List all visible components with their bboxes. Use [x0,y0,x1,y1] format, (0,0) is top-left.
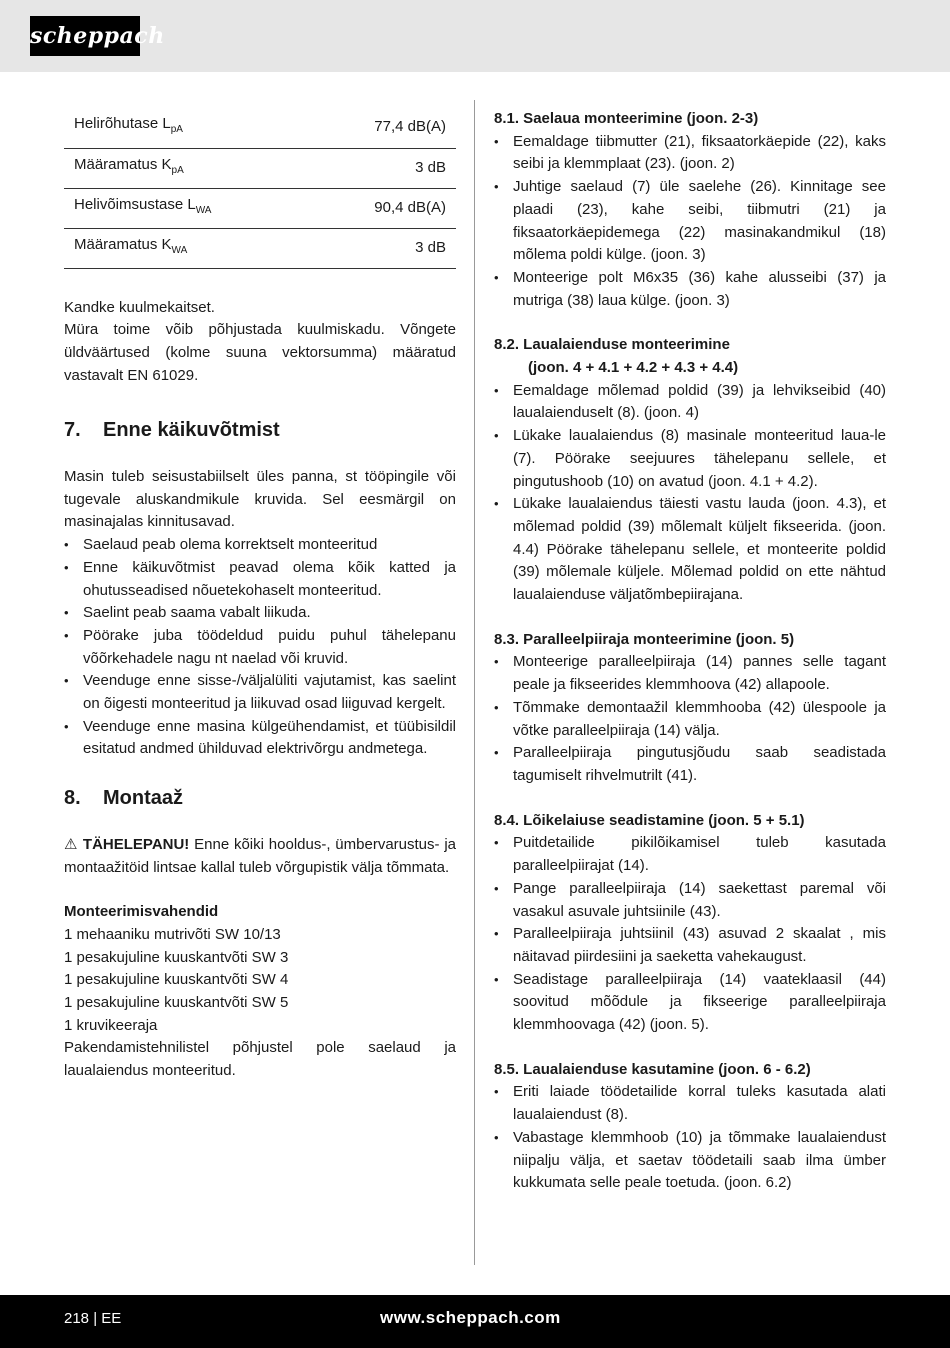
spec-sub: pA [170,124,183,136]
list-item: • Lükake laualaiendus täiesti vastu lauda (joon. 4.3), et mõlemad poldid (39) mõlemalt küljelt fikseerida. (joon. 4.4) Pöörake tähelepanu sellele, et monteeritе poldid (39) mõlemale küljele. Mõlemad poldid on ette nähtud laualaienduse väljatõmbepiirajana. [494,493,886,607]
list-item: • Tõmmake demontaažil klemmhooba (42) ülespoole ja võtke paralleelpiiraja (14) välja. [494,697,886,742]
tool-item: 1 kruvikeeraja [64,1016,158,1034]
section-number: 8. [64,787,81,810]
warning-label: TÄHELEPANU! [82,835,190,853]
list-item: • Veenduge enne sisse-/väljalüliti vajutamist, kas saelint on õigesti monteeritud ja liikuvad osad liiguvad kergelt. [64,670,456,715]
tool-item: 1 mehaaniku mutrivõti SW 10/13 [64,925,281,943]
list-item: • Puitdetailide pikilõikamisel tuleb kasutada paralleelpiirajat (14). [494,832,886,877]
spec-sub: WA [195,204,212,216]
section-title: Enne käikuvõtmist [103,419,280,442]
section-8-5-list [494,1081,886,1195]
list-item: • Lükake laualaiendus (8) masinale monteeritud laua-le (7). Pöörake seejuures tähelepanu sellele, et pingutushoob (10) on avatud (joon. 4.1 + 4.2). [494,425,886,493]
tools-heading: Monteerimisvahendid [64,903,219,921]
list-item: • Monteerige paralleelpiiraja (14) pannes selle tagant peale ja fikseerides klemmhoova (42) allapoole. [494,651,886,696]
section-8-3-list [494,651,886,787]
list-item: • Juhtige saelaud (7) üle saelehe (26). Kinnitage see plaadi (23), kahe seibi, tiibmutri (21) ja fiksaatorkäepidemega (22) masinakandmikul (18) mõlema poldi külge. (joon. 3) [494,176,886,267]
section-8-1-heading: 8.1. Saelaua monteerimine (joon. 2-3) [494,110,759,127]
list-item: • Saelaud peab olema korrektselt monteeritud [64,534,456,557]
table-row [64,228,456,268]
noise-specs-table [64,108,456,269]
section-7-paragraph: Masin tuleb seisustabiilselt üles panna, st tööpingile või tugevale aluskandmikule kruvida. Sel eesmärgil on masinajalas kinnitusavad. [64,468,456,531]
warning-paragraph [64,834,456,879]
spec-label: Helivõimsustase L [74,195,196,213]
list-item: • Seadistage paralleelpiiraja (14) vaateklaasil (44) soovitud mõõdule ja fikseerige paralleelpiiraja klemmhoovaga (42) (joon. 5). [494,969,886,1037]
section-7-heading [64,419,456,442]
spec-value: 90,4 dB(A) [312,188,456,228]
list-item: • Enne käikuvõtmist peavad olema kõik katted ja ohutusseadised nõuetekohaselt monteeritud. [64,557,456,602]
table-row [64,188,456,228]
spec-value: 3 dB [312,228,456,268]
table-row [64,108,456,148]
section-8-2-list [494,380,886,607]
list-item: • Monteerige polt M6x35 (36) kahe alusseibi (37) ja mutriga (38) laua külge. (joon. 3) [494,267,886,312]
spec-label: Määramatus K [74,235,172,253]
section-8-1-list [494,131,886,313]
section-8-3-heading: 8.3. Paralleelpiiraja monteerimine (joon. 5) [494,630,795,648]
spec-sub: pA [171,164,184,176]
spec-label: Helirõhutase L [74,115,171,133]
warning-text: Enne kõiki hooldus-, ümbervarustus- ja montaažitöid lintsae kallal tuleb võrgupistik välja tõmmata. [64,835,456,876]
table-row [64,148,456,188]
section-8-5-heading: 8.5. Laualaienduse kasutamine (joon. 6 - 6.2) [494,1060,811,1078]
website-link[interactable]: www.scheppach.com [380,1308,561,1327]
column-divider [474,100,475,1265]
list-item: • Pange paralleelpiiraja (14) saekettast paremal või vasakul asuvale juhtsiinile (43). [494,878,886,923]
list-item: • Eemaldage mõlemad poldid (39) ja lehvikseibid (40) laualaienduselt (8). (joon. 4) [494,380,886,425]
scheppach-logo: scheppach [30,16,140,56]
list-item: • Pöörake juba töödeldud puidu puhul tähelepanu võõrkehadele nagu nt naelad või kruvid. [64,625,456,670]
list-item: • Paralleelpiiraja pingutusjõudu saab seadistada tagumiselt rihvelmutrilt (41). [494,742,886,787]
list-item: • Eemaldage tiibmutter (21), fiksaatorkäepide (22), kaks seibi ja klemmplaat (23). (joon. 2) [494,131,886,176]
section-8-4-list [494,832,886,1036]
spec-label: Määramatus K [74,155,172,173]
header-band [0,0,950,72]
packaging-note: Pakendamistehnilistel põhjustel pole saelaud ja laualaiendus monteeritud. [64,1039,456,1080]
section-8-2-heading-line2: (joon. 4 + 4.1 + 4.2 + 4.3 + 4.4) [528,359,739,377]
section-8-4-heading: 8.4. Lõikelaiuse seadistamine (joon. 5 + 5.1) [494,811,805,829]
spec-sub: WA [171,244,188,256]
section-number: 7. [64,419,81,442]
left-column [64,108,456,1083]
section-8-heading [64,787,456,810]
warning-icon: ⚠ [64,835,79,853]
list-item: • Vabastage klemmhoob (10) ja tõmmake laualaiendust niipalju välja, et saetav töödetaili saab ilma ümber kukkumata selle peale toetuda. (joon. 6.2) [494,1127,886,1195]
footer-bar [0,1295,950,1348]
spec-value: 3 dB [312,148,456,188]
tool-item: 1 pesakujuline kuuskantvõti SW 3 [64,948,289,966]
section-8-2-heading: 8.2. Laualaienduse monteerimine [494,336,730,354]
list-item: • Saelint peab saama vabalt liikuda. [64,602,456,625]
section-7-list [64,534,456,761]
list-item: • Veenduge enne masina külgeühendamist, et tüübisildil esitatud andmed ühilduvad elektrivõrgu andmetega. [64,716,456,761]
spec-value: 77,4 dB(A) [312,108,456,148]
tool-item: 1 pesakujuline kuuskantvõti SW 5 [64,994,289,1012]
list-item: • Paralleelpiiraja juhtsiinil (43) asuvad 2 skaalat , mis näitavad piirdesiini ja saeketta vahekaugust. [494,923,886,968]
section-title: Montaaž [103,787,183,810]
page-number: 218 | EE [64,1310,122,1327]
right-column [494,108,886,1195]
list-item: • Eriti laiade töödetailide korral tuleks kasutada alati laualaiendust (8). [494,1081,886,1126]
tool-item: 1 pesakujuline kuuskantvõti SW 4 [64,971,289,989]
noise-warning-text: Müra toime võib põhjustada kuulmiskadu. Võngete üldväärtused (kolme suuna vektorsumma) määratud vastavalt EN 61029. [64,321,456,384]
ear-protection-note: Kandke kuulmekaitset. [64,298,215,316]
